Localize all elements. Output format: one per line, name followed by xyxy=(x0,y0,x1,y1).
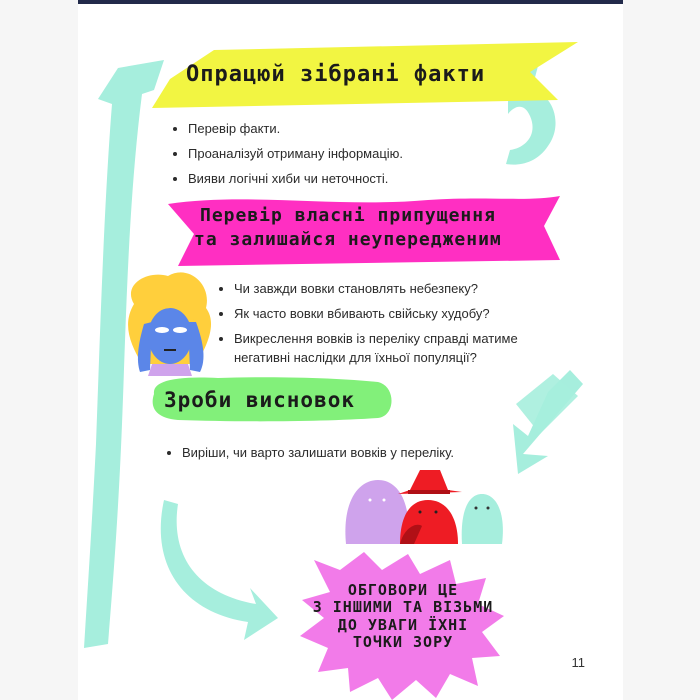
section3-bullet: • Виріши, чи варто залишати вовків у переліку. xyxy=(182,444,582,462)
section1-bullet: • Проаналізуй отриману інформацію. xyxy=(188,145,618,163)
blonde-character-illustration xyxy=(128,272,211,376)
section1-bullet: • Перевір факти. xyxy=(188,120,618,138)
section2-bullet: • Викреслення вовків із переліку справді матиме негативні наслідки для їхньої популяції? xyxy=(234,330,564,366)
callout-line: З ІНШИМИ ТА ВІЗЬМИ xyxy=(312,598,494,617)
section3-heading: Зроби висновок xyxy=(164,388,356,412)
curved-arrow-icon xyxy=(161,500,278,640)
characters-group-illustration xyxy=(345,470,503,544)
section1-bullet-list xyxy=(166,120,618,196)
section2-bullet: • Як часто вовки вбивають свійську худобу? xyxy=(234,305,564,323)
book-page xyxy=(78,0,623,700)
section3-bullet-list xyxy=(160,444,582,469)
section1-bullet: • Вияви логічні хиби чи неточності. xyxy=(188,170,618,188)
section2-bullet-list xyxy=(212,280,564,374)
page-number: 11 xyxy=(571,655,585,670)
callout-line: ДО УВАГИ ЇХНІ xyxy=(337,615,469,634)
callout-line: ТОЧКИ ЗОРУ xyxy=(352,632,454,651)
section2-heading-line1: Перевір власні припущення xyxy=(200,205,496,226)
section2-bullet: • Чи завжди вовки становлять небезпеку? xyxy=(234,280,564,298)
callout-line: ОБГОВОРИ ЦЕ xyxy=(347,581,459,599)
section2-heading-line2: та залишайся неупередженим xyxy=(194,229,502,250)
section1-heading: Опрацюй зібрані факти xyxy=(186,62,486,87)
discussion-callout xyxy=(308,582,498,651)
